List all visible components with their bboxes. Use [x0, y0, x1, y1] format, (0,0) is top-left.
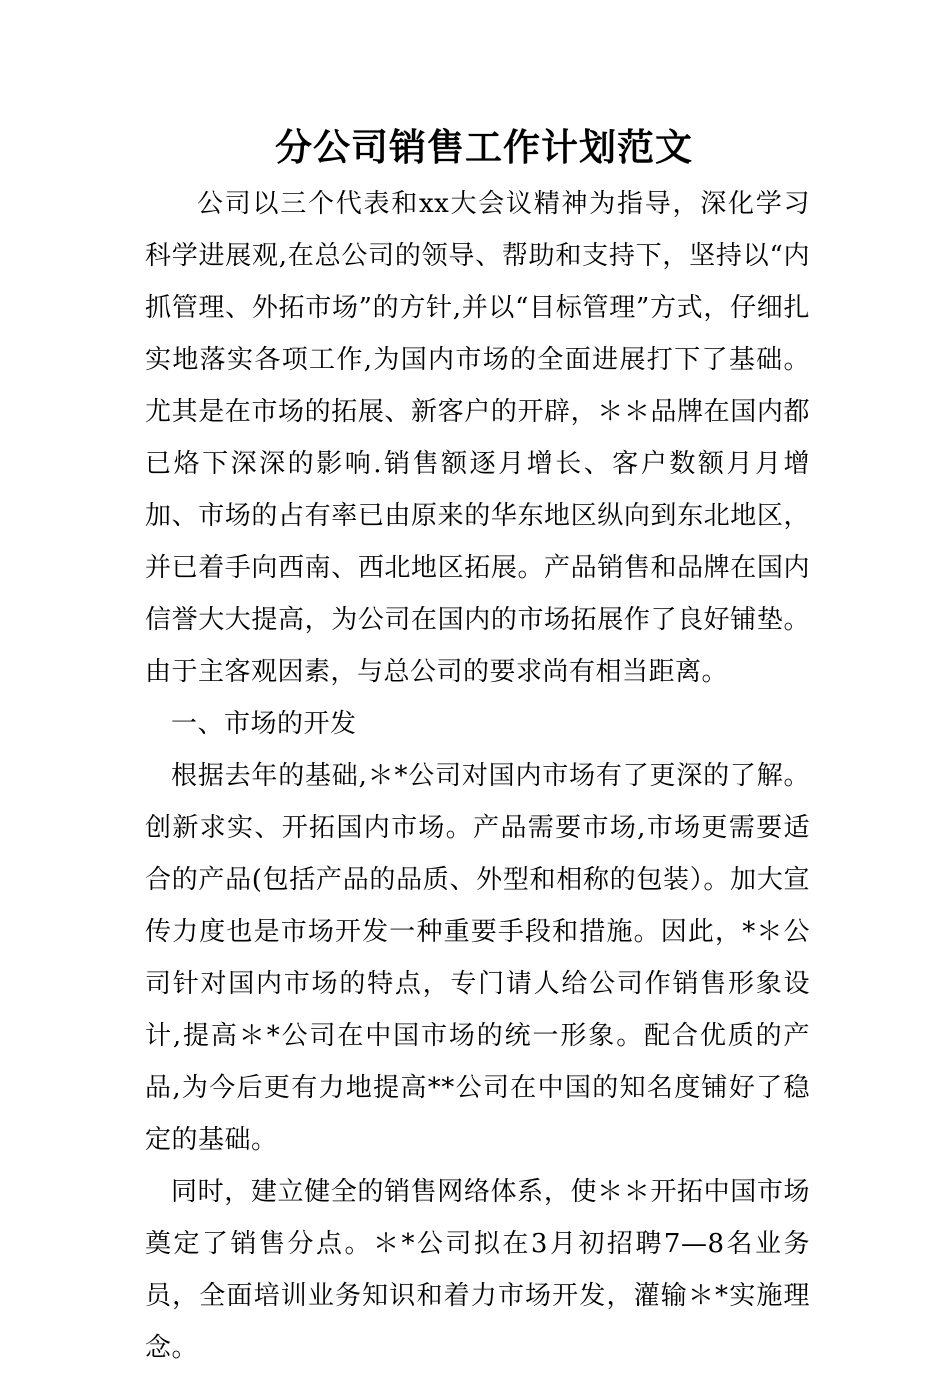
document-title: 分公司销售工作计划范文 [275, 126, 693, 169]
section-heading-market-development: 一、市场的开发 [171, 709, 357, 739]
document-body [145, 178, 810, 1374]
paragraph-intro: 公司以三个代表和xx大会议精神为指导，深化学习科学进展观,在总公司的领导、帮助和支持下，坚持以“内抓管理、外拓市场”的方针,并以“目标管理”方式，仔细扎实地落实各项工作,为国内市场的全面进展打下了基础。尤其是在市场的拓展、新客户的开辟，＊＊品牌在国内都已烙下深深的影响.销售额逐月增长、客户数额月月增加、市场的占有率已由原来的华东地区纵向到东北地区，并已着手向西南、西北地区拓展。产品销售和品牌在国内信誉大大提高，为公司在国内的市场拓展作了良好铺垫。由于主客观因素，与总公司的要求尚有相当距离。 [145, 189, 810, 687]
paragraph-market-development: 根据去年的基础,＊*公司对国内市场有了更深的了解。创新求实、开拓国内市场。产品需要市场,市场更需要适合的产品(包括产品的品质、外型和相称的包装）。加大宣传力度也是市场开发一种重要手段和措施。因此，*＊公司针对国内市场的特点，专门请人给公司作销售形象设计,提高＊*公司在中国市场的统一形象。配合优质的产品,为今后更有力地提高**公司在中国的知名度铺好了稳定的基础。 [145, 761, 810, 1155]
paragraph-sales-network: 同时，建立健全的销售网络体系，使＊＊开拓中国市场奠定了销售分点。＊*公司拟在3月初招聘7—8名业务员，全面培训业务知识和着力市场开发，灌输＊*实施理念。 [145, 1177, 810, 1363]
